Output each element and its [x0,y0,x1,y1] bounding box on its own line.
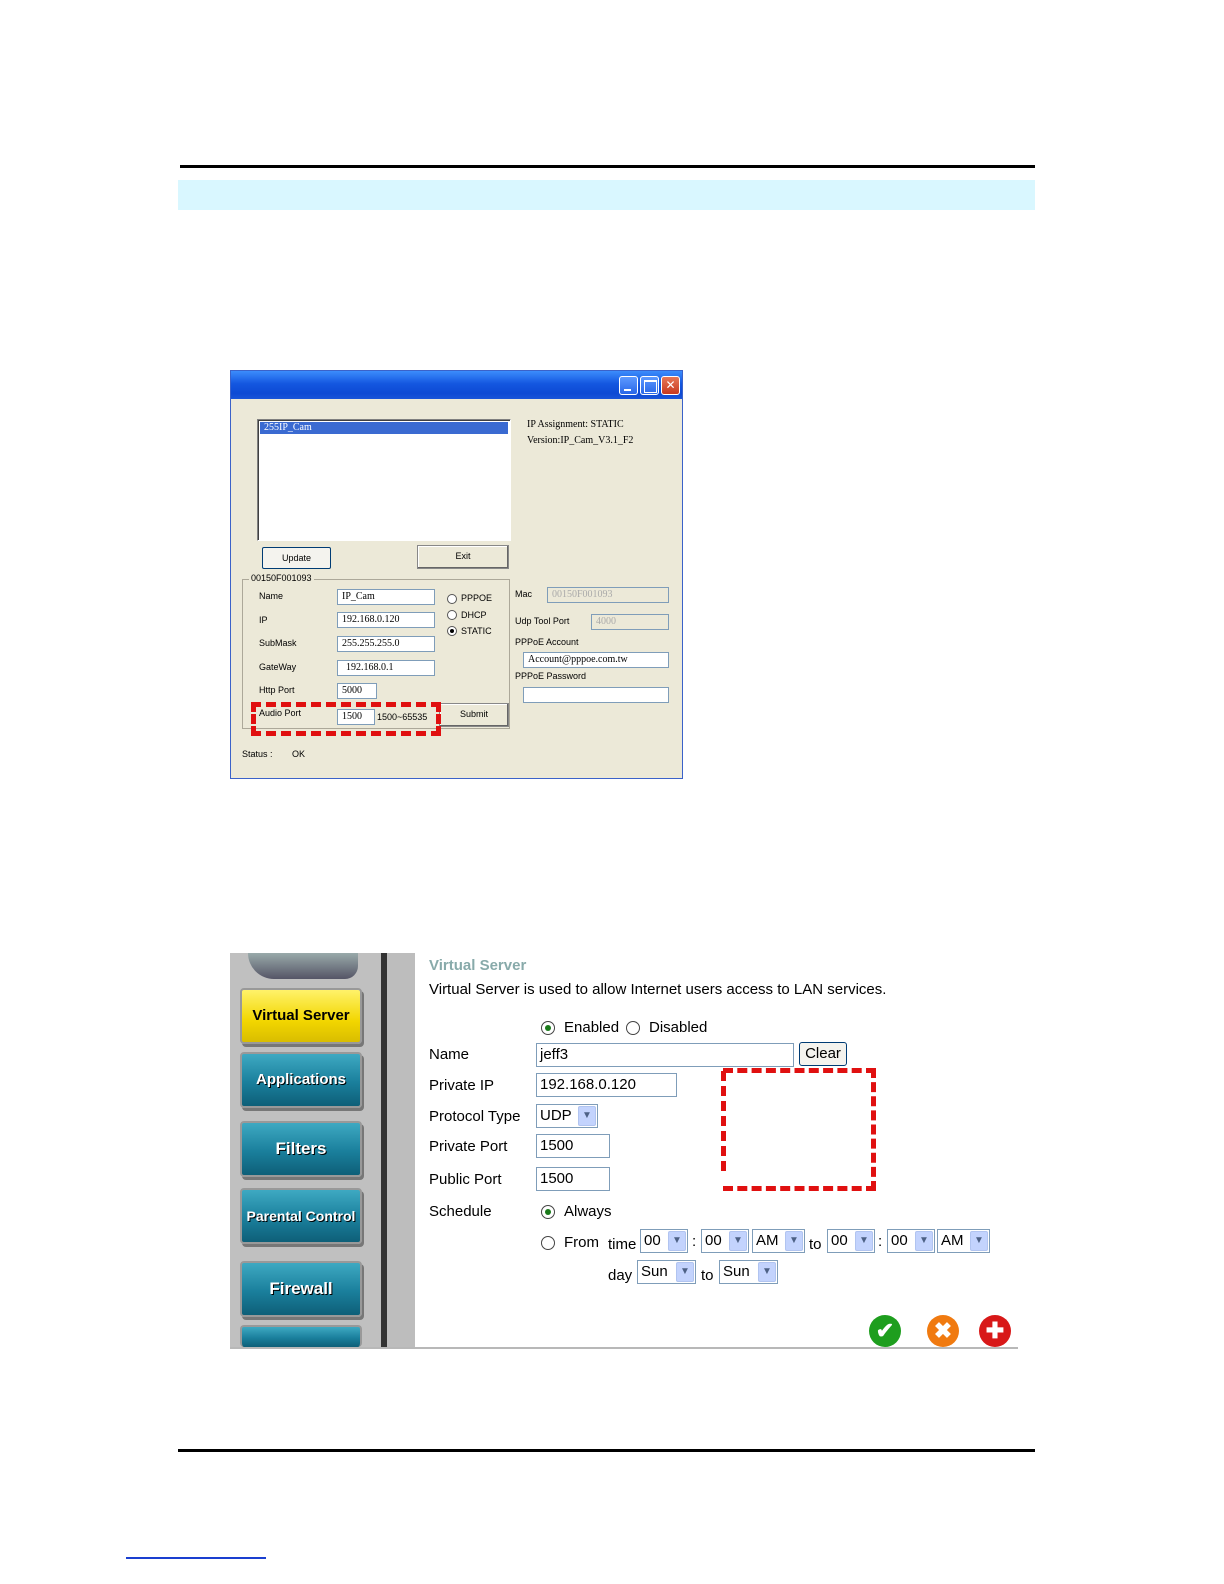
protocol-select[interactable] [536,1104,598,1128]
public-port-input[interactable]: 1500 [536,1167,610,1191]
from-ampm-value: AM [756,1232,779,1249]
private-port-input[interactable]: 1500 [536,1134,610,1158]
schedule-label: Schedule [429,1203,492,1220]
chevron-down-icon: ▼ [855,1231,873,1251]
audio-port-highlight [251,702,441,736]
status-value: OK [292,749,306,759]
to-day-select[interactable] [719,1260,778,1284]
pppoe-password-label: PPPoE Password [515,671,587,681]
from-hour-value: 00 [644,1232,661,1249]
day-to-label: to [701,1267,714,1284]
name-label: Name [429,1046,470,1063]
maximize-icon[interactable] [640,376,659,395]
to-ampm-select[interactable] [937,1229,990,1253]
mac-label: Mac [515,589,533,599]
from-hour-select[interactable] [640,1229,688,1253]
nav-virtual-server[interactable]: Virtual Server [240,988,362,1044]
to-label: to [809,1236,822,1253]
nav-filters[interactable]: Filters [240,1121,362,1177]
exit-button[interactable]: Exit [417,545,509,569]
to-hour-select[interactable] [827,1229,875,1253]
from-day-select[interactable] [637,1260,696,1284]
chevron-down-icon: ▼ [668,1231,686,1251]
device-list-item[interactable]: 255IP_Cam [260,422,508,434]
section-band [178,180,1035,210]
cancel-x-icon[interactable]: ✖ [927,1315,959,1347]
nav-applications[interactable]: Applications [240,1052,362,1108]
disabled-label: Disabled [649,1019,708,1036]
from-minute-select[interactable] [701,1229,749,1253]
gateway-label: GateWay [259,662,297,672]
always-radio[interactable] [541,1205,555,1219]
name-field[interactable]: IP_Cam [337,589,435,605]
submit-button[interactable]: Submit [439,703,509,727]
ip-assignment-text: IP Assignment: STATIC [527,419,624,430]
chevron-down-icon: ▼ [729,1231,747,1251]
router-sidebar [230,953,415,1347]
screen-bottom-rule [230,1347,1018,1349]
clear-button[interactable]: Clear [799,1042,847,1066]
protocol-value: UDP [540,1107,572,1124]
close-icon[interactable]: ✕ [661,376,680,395]
enabled-label: Enabled [564,1019,620,1036]
private-ip-input[interactable]: 192.168.0.120 [536,1073,677,1097]
nav-next-partial[interactable] [240,1325,362,1347]
update-button[interactable]: Update [262,547,331,569]
time-label: time [608,1236,637,1253]
pppoe-account-label: PPPoE Account [515,637,579,647]
from-day-value: Sun [641,1263,668,1280]
static-label: STATIC [461,626,492,636]
name-label: Name [259,591,284,601]
time-colon: : [692,1233,697,1250]
protocol-label: Protocol Type [429,1108,521,1125]
chevron-down-icon: ▼ [785,1231,803,1251]
http-port-field[interactable]: 5000 [337,683,377,699]
device-listbox[interactable] [257,419,511,541]
port-settings-highlight-left [721,1071,726,1171]
chevron-down-icon: ▼ [578,1106,596,1126]
dhcp-radio[interactable] [447,610,457,620]
to-minute-value: 00 [891,1232,908,1249]
mac-field: 00150F001093 [547,587,669,603]
enabled-radio[interactable] [541,1021,555,1035]
to-hour-value: 00 [831,1232,848,1249]
window-titlebar[interactable] [231,371,682,399]
to-day-value: Sun [723,1263,750,1280]
router-virtual-server-screen [230,953,1018,1349]
minimize-icon[interactable] [619,376,638,395]
chevron-down-icon: ▼ [676,1262,694,1282]
nav-firewall[interactable]: Firewall [240,1261,362,1317]
pppoe-account-field[interactable]: Account@pppoe.com.tw [523,652,669,668]
submask-label: SubMask [259,638,297,648]
name-input[interactable]: jeff3 [536,1043,794,1067]
from-label: From [564,1234,599,1251]
to-minute-select[interactable] [887,1229,935,1253]
help-plus-icon[interactable]: ✚ [979,1315,1011,1347]
apply-check-icon[interactable]: ✔ [869,1315,901,1347]
day-label: day [608,1267,633,1284]
header-rule [180,165,1035,168]
status-label: Status : [242,749,273,759]
submask-field[interactable]: 255.255.255.0 [337,636,435,652]
chevron-down-icon: ▼ [915,1231,933,1251]
groupbox-label: 00150F001093 [251,573,312,583]
panel-description: Virtual Server is used to allow Internet users access to LAN services. [429,981,887,998]
ip-cam-tool-window [230,370,683,779]
from-ampm-select[interactable] [752,1229,805,1253]
dhcp-label: DHCP [461,610,487,620]
pppoe-password-field[interactable] [523,687,669,703]
chevron-down-icon: ▼ [970,1231,988,1251]
ip-field[interactable]: 192.168.0.120 [337,612,435,628]
udp-port-label: Udp Tool Port [515,616,570,626]
router-device-image [248,953,358,979]
gateway-field[interactable]: 192.168.0.1 [337,660,435,676]
version-text: Version:IP_Cam_V3.1_F2 [527,435,634,446]
chevron-down-icon: ▼ [758,1262,776,1282]
virtual-server-panel [415,953,1018,1347]
http-port-label: Http Port [259,685,295,695]
always-label: Always [564,1203,612,1220]
static-radio[interactable] [447,626,457,636]
footer-rule [178,1449,1035,1452]
pppoe-label: PPPOE [461,593,493,603]
sidebar-gutter [387,953,415,1347]
pppoe-radio[interactable] [447,594,457,604]
audio-port-label: Audio Port [259,708,302,718]
private-ip-label: Private IP [429,1077,495,1094]
ip-label: IP [259,615,268,625]
port-settings-highlight [723,1068,876,1191]
nav-parental-control[interactable]: Parental Control [240,1188,362,1244]
footer-link-underline[interactable] [126,1557,266,1559]
to-ampm-value: AM [941,1232,964,1249]
disabled-radio[interactable] [626,1021,640,1035]
panel-title: Virtual Server [429,957,527,974]
audio-port-field[interactable]: 1500 [337,709,375,725]
time-colon-2: : [878,1233,883,1250]
from-radio[interactable] [541,1236,555,1250]
audio-port-range: 1500~65535 [377,712,428,722]
private-port-label: Private Port [429,1138,508,1155]
public-port-label: Public Port [429,1171,502,1188]
udp-port-field: 4000 [591,614,669,630]
from-minute-value: 00 [705,1232,722,1249]
